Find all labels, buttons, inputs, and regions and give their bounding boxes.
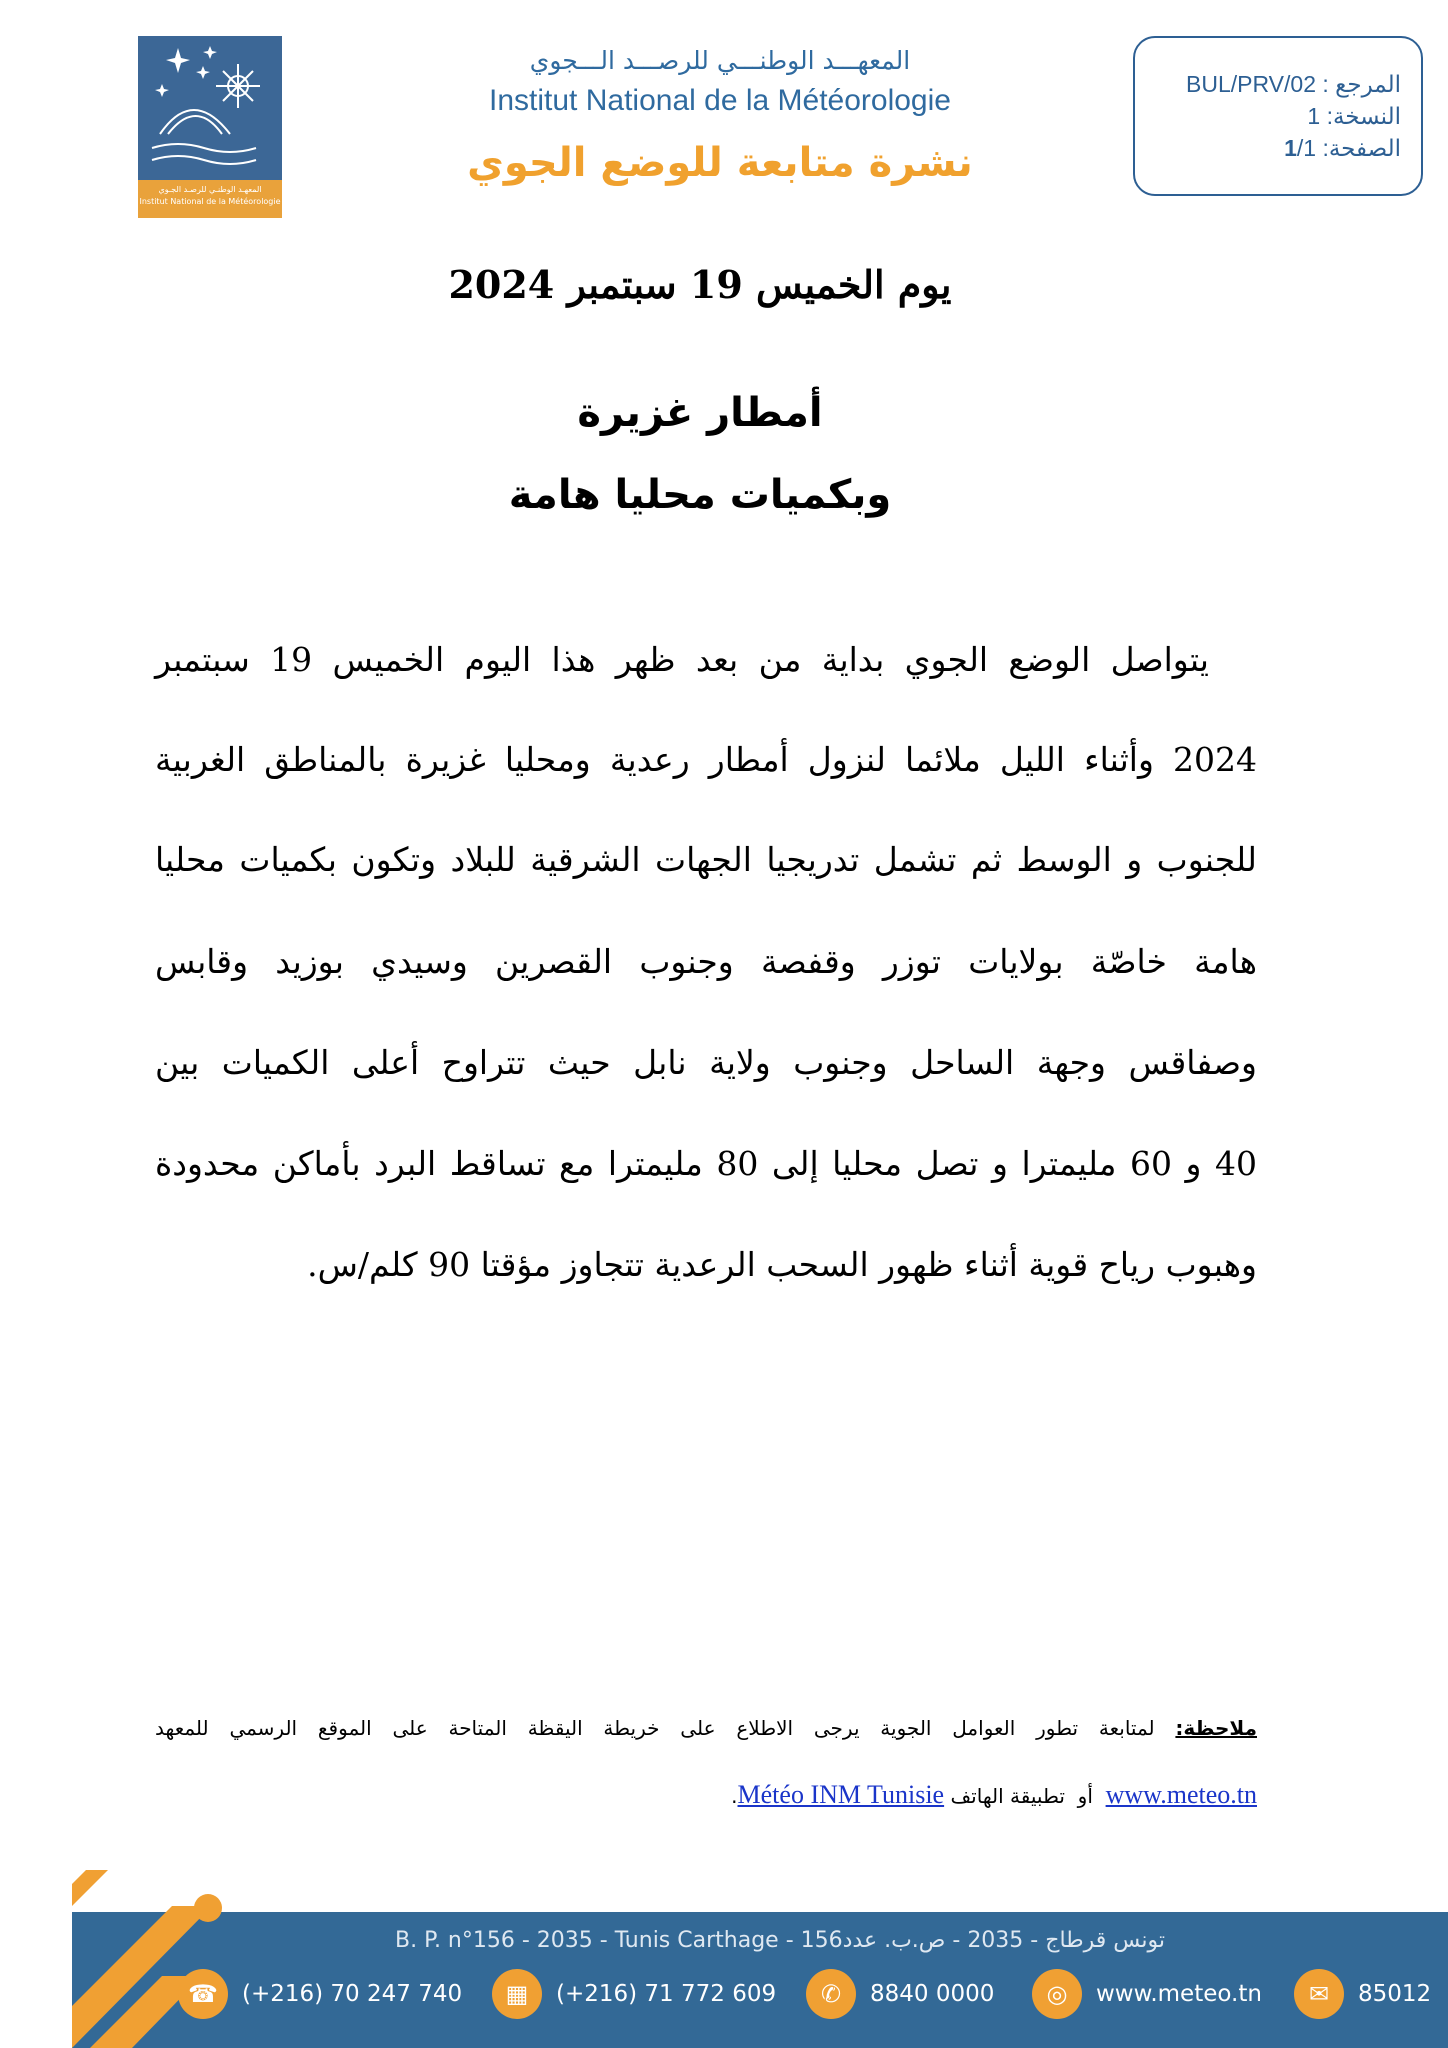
note-line-2 bbox=[600, 1780, 1257, 1810]
version-value: 1 bbox=[1307, 103, 1321, 129]
fax-icon: ▦ bbox=[492, 1969, 542, 2019]
phone-handset-icon: ✆ bbox=[806, 1969, 856, 2019]
footer-hotline bbox=[806, 1966, 994, 2022]
logo-caption-fr: Institut National de la Météorologie bbox=[139, 197, 281, 206]
logo-caption-ar: المعهـد الوطنـي للرصـد الجـوي bbox=[158, 185, 262, 194]
note-text: لمتابعة تطور العوامل الجوية يرجى الاطلاع على خريطة اليقظة المتاحة على الموقع الرسمي للمعهد bbox=[155, 1716, 1155, 1740]
reference-value: BUL/PRV/02 bbox=[1186, 71, 1316, 97]
website-link[interactable]: www.meteo.tn bbox=[1105, 1780, 1257, 1809]
footer-phone bbox=[178, 1966, 462, 2022]
footer-sms-number: 85012 bbox=[1358, 1981, 1432, 2007]
page-line bbox=[1155, 132, 1401, 164]
bulletin-date: يوم الخميس 19 سبتمبر 2024 bbox=[448, 262, 952, 307]
body-line-4: هامة خاصّة بولايات توزر وقفصة وجنوب القصرين وسيدي بوزيد وقابس bbox=[155, 942, 1257, 981]
footer-fax-number: (+216) 71 772 609 bbox=[556, 1981, 777, 2007]
globe-icon: ◎ bbox=[1032, 1969, 1082, 2019]
page-label: الصفحة: bbox=[1322, 135, 1401, 161]
body-line-5: وصفاقس وجهة الساحل وجنوب ولاية نابل حيث تتراوح أعلى الكميات بين bbox=[155, 1043, 1257, 1082]
body-line-2: 2024 وأثناء الليل ملائما لنزول أمطار رعدية ومحليا غزيرة بالمناطق الغربية bbox=[155, 740, 1257, 779]
footer-address: B. P. n°156 - 2035 - Tunis Carthage - تونس قرطاج - 2035 - ص.ب. عدد156 bbox=[395, 1928, 1165, 1953]
body-line-1: يتواصل الوضع الجوي بداية من بعد ظهر هذا اليوم الخميس 19 سبتمبر bbox=[155, 640, 1209, 679]
note-label: ملاحظة: bbox=[1175, 1716, 1257, 1740]
mobile-sms-icon: ✉ bbox=[1294, 1969, 1344, 2019]
note-app-text: تطبيقة الهاتف bbox=[950, 1784, 1065, 1808]
logo-emblem-icon bbox=[138, 36, 282, 180]
reference-box bbox=[1133, 36, 1423, 196]
footer-website-url[interactable]: www.meteo.tn bbox=[1096, 1981, 1262, 2007]
footer-sms bbox=[1294, 1966, 1431, 2022]
body-line-6: 40 و 60 مليمترا و تصل محليا إلى 80 مليمترا مع تساقط البرد بأماكن محدودة bbox=[155, 1144, 1257, 1183]
app-link[interactable]: Météo INM Tunisie bbox=[737, 1780, 945, 1809]
body-line-7: وهبوب رياح قوية أثناء ظهور السحب الرعدية تتجاوز مؤقتا 90 كلم/س. bbox=[307, 1245, 1257, 1284]
footer-phone-number: (+216) 70 247 740 bbox=[242, 1981, 463, 2007]
telephone-icon: ☎ bbox=[178, 1969, 228, 2019]
institute-name-fr: Institut National de la Météorologie bbox=[489, 84, 951, 117]
note-line-1 bbox=[155, 1716, 1257, 1740]
footer-fax bbox=[492, 1966, 776, 2022]
inm-logo bbox=[138, 36, 282, 218]
version-line bbox=[1155, 100, 1401, 132]
headline-line-2: وبكميات محليا هامة bbox=[508, 472, 892, 518]
footer-website[interactable] bbox=[1032, 1966, 1262, 2022]
note-or: أو bbox=[1077, 1784, 1093, 1808]
reference-line bbox=[1155, 68, 1401, 100]
page-number: 1 bbox=[1284, 135, 1297, 161]
body-line-3: للجنوب و الوسط ثم تشمل تدريجيا الجهات الشرقية للبلاد وتكون بكميات محليا bbox=[155, 840, 1257, 879]
bulletin-title: نشرة متابعة للوضع الجوي bbox=[467, 140, 973, 186]
institute-name-ar: المعهـــد الوطنـــي للرصـــد الـــجوي bbox=[529, 46, 911, 75]
footer-hotline-number: 8840 0000 bbox=[870, 1981, 995, 2007]
headline-line-1: أمطار غزيرة bbox=[577, 390, 823, 436]
note-period: . bbox=[731, 1784, 738, 1808]
version-label: النسخة: bbox=[1326, 103, 1401, 129]
reference-label: المرجع : bbox=[1322, 71, 1401, 97]
page-total: /1 bbox=[1296, 135, 1317, 161]
logo-caption bbox=[138, 180, 282, 218]
